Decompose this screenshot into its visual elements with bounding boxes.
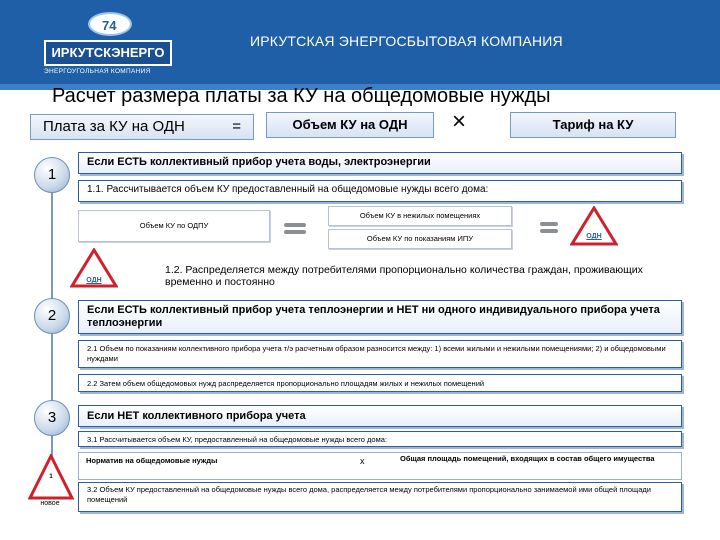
section-3-header: Если НЕТ коллективного прибора учета xyxy=(78,405,682,427)
odpu-volume-box: Объем КУ по ОДПУ xyxy=(78,210,270,242)
step-2-badge: 2 xyxy=(34,298,70,334)
norm-label: Норматив на общедомовые нужды xyxy=(86,456,218,465)
step-3-badge: 3 xyxy=(34,400,70,436)
nonresidential-volume-box: Объем КУ в нежилых помещениях xyxy=(328,206,512,226)
minus-sign xyxy=(284,230,306,234)
company-title: ИРКУТСКАЯ ЭНЕРГОСБЫТОВАЯ КОМПАНИЯ xyxy=(250,33,563,49)
section-1-step-2: 1.2. Распределяется между потребителями пропорционально количества граждан, проживающих временно и постоянно xyxy=(165,264,643,288)
equals-bar xyxy=(540,229,558,233)
section-1-header: Если ЕСТЬ коллективный прибор учета воды, электроэнергии xyxy=(78,152,682,174)
equals-sign: = xyxy=(232,118,241,135)
step-1-badge: 1 xyxy=(34,157,70,193)
section-3-step-2: 3.2 Объем КУ предоставленный на общедомовые нужды всего дома, распределяется между потребителями пропорционально занимаемой ими общей площади помещений xyxy=(78,482,682,512)
new-warning-number: 1 xyxy=(49,474,53,480)
odn-result-label: ОДН xyxy=(586,233,602,240)
ipu-volume-box: Объем КУ по показаниям ИПУ xyxy=(328,229,512,249)
section-1-step-1: 1.1. Рассчитывается объем КУ предоставленный на общедомовые нужды всего дома: xyxy=(78,180,682,202)
minus-sign xyxy=(284,223,306,227)
formula-payment-label: Плата за КУ на ОДН xyxy=(43,118,185,135)
company-logo[interactable]: ИРКУТСКЭНЕРГО xyxy=(44,40,172,66)
steps-connector-line xyxy=(51,192,53,498)
formula-volume-box: Объем КУ на ОДН xyxy=(266,112,434,138)
formula-tariff-box: Тариф на КУ xyxy=(510,112,676,138)
section-2-step-2: 2.2 Затем объем общедомовых нужд распределяется пропорционально площадям жилых и нежилых помещений xyxy=(78,374,682,392)
new-label: новое xyxy=(40,500,60,507)
company-logo-subtitle: ЭНЕРГОУГОЛЬНАЯ КОМПАНИЯ xyxy=(44,68,151,75)
section-3-step-1: 3.1 Рассчитывается объем КУ, предоставленный на общедомовые нужды всего дома: xyxy=(78,431,682,447)
section-2-step-1: 2.1 Объем по показаниям коллективного прибора учета т/э расчетным образом разносится между: 1) всеми жилыми и нежилыми помещениями; 2) и общедомовыми нуждами xyxy=(78,340,682,368)
multiply-sign: х xyxy=(360,456,365,466)
company-emblem-icon xyxy=(88,12,132,36)
multiply-sign: × xyxy=(452,108,467,135)
page-title: Расчет размера платы за КУ на общедомовые нужды xyxy=(52,85,551,107)
odn-warning-icon xyxy=(570,206,618,246)
odn-distribution-label: ОДН xyxy=(86,277,102,284)
common-area-label: Общая площадь помещений, входящих в состав общего имущества xyxy=(400,454,655,463)
svg-text:74: 74 xyxy=(102,18,117,33)
formula-payment-box xyxy=(30,114,254,140)
equals-bar xyxy=(540,222,558,226)
section-2-header: Если ЕСТЬ коллективный прибор учета теплоэнергии и НЕТ ни одного индивидуального прибора учета теплоэнергии xyxy=(78,300,682,334)
